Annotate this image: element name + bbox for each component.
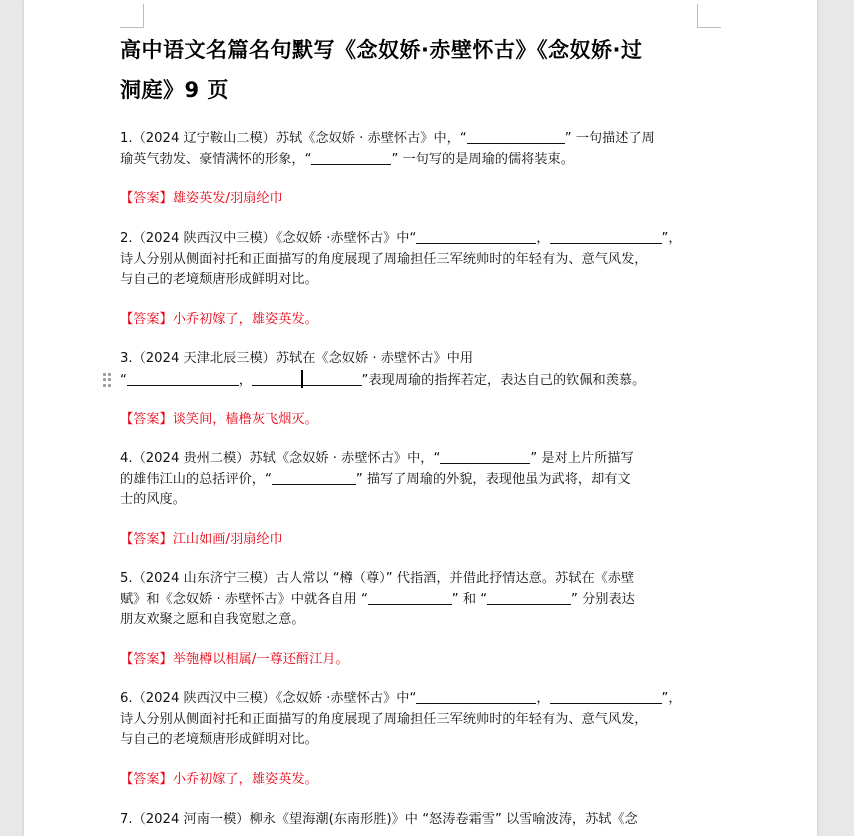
fill-blank[interactable] (550, 689, 662, 704)
fill-blank[interactable] (440, 449, 530, 464)
question-7: 7.（2024 河南一模）柳永《望海潮(东南形胜)》中 “怒涛卷霜雪” 以雪喻波涛，苏轼《念 (120, 812, 638, 827)
question-1: 1.（2024 辽宁鞍山二模）苏轼《念奴娇 · 赤壁怀古》中，“ ” 一句描述了周 瑜英气勃发、豪情满怀的形象，“ ” 一句写的是周瑜的儒将装束。 (120, 131, 655, 167)
fill-blank[interactable] (368, 590, 452, 605)
title-line-1: 高中语文名篇名句默写《念奴娇·赤壁怀古》《念奴娇·过 (120, 38, 643, 62)
title-line-2: 洞庭》9 页 (120, 78, 229, 102)
question-5: 5.（2024 山东济宁三模）古人常以 “樽（尊）” 代指酒，并借此抒情达意。苏轼在《赤壁 赋》和《念奴娇 · 赤壁怀古》中就各自用 “ ” 和 “ ” 分别表达 朋友欢聚之愿和自我宽慰之意。 (120, 571, 635, 627)
question-3: 3.（2024 天津北辰三模）苏轼在《念奴娇 · 赤壁怀古》中用 “ ， ”表现周瑜的指挥若定，表达自己的钦佩和羡慕。 (120, 351, 646, 388)
answer-3: 【答案】谈笑间，樯橹灰飞烟灭。 (120, 412, 318, 427)
answer-6: 【答案】小乔初嫁了，雄姿英发。 (120, 772, 318, 787)
question-4: 4.（2024 贵州二模）苏轼《念奴娇 · 赤壁怀古》中，“ ” 是对上片所描写 的雄伟江山的总括评价，“ ” 描写了周瑜的外貌，表现他虽为武将，却有文 士的风度。 (120, 451, 634, 507)
fill-blank[interactable] (272, 470, 356, 485)
fill-blank[interactable] (416, 689, 536, 704)
answer-1: 【答案】雄姿英发/羽扇纶巾 (120, 191, 283, 206)
document-title (120, 30, 700, 110)
fill-blank[interactable] (302, 371, 362, 386)
paragraph-drag-handle-icon[interactable] (103, 373, 113, 387)
fill-blank[interactable] (550, 229, 662, 244)
fill-blank[interactable] (487, 590, 571, 605)
question-2: 2.（2024 陕西汉中三模）《念奴娇 ·赤壁怀古》中“ ， ”， 诗人分别从侧面衬托和正面描写的角度展现了周瑜担任三军统帅时的年轻有为、意气风发， 与自己的老境颓唐形成鲜明对比。 (120, 231, 682, 287)
fill-blank[interactable] (416, 229, 536, 244)
answer-5: 【答案】举匏樽以相属/一尊还酹江月。 (120, 652, 349, 667)
fill-blank[interactable] (252, 371, 302, 386)
fill-blank[interactable] (467, 129, 565, 144)
answer-2: 【答案】小乔初嫁了，雄姿英发。 (120, 312, 318, 327)
fill-blank[interactable] (311, 150, 391, 165)
question-6: 6.（2024 陕西汉中三模）《念奴娇 ·赤壁怀古》中“ ， ”， 诗人分别从侧面衬托和正面描写的角度展现了周瑜担任三军统帅时的年轻有为、意气风发， 与自己的老境颓唐形成鲜明对比。 (120, 691, 682, 747)
fill-blank[interactable] (127, 371, 239, 386)
answer-4: 【答案】江山如画/羽扇纶巾 (120, 532, 283, 547)
margin-corner-top-right (697, 4, 721, 28)
margin-corner-top-left (120, 4, 144, 28)
